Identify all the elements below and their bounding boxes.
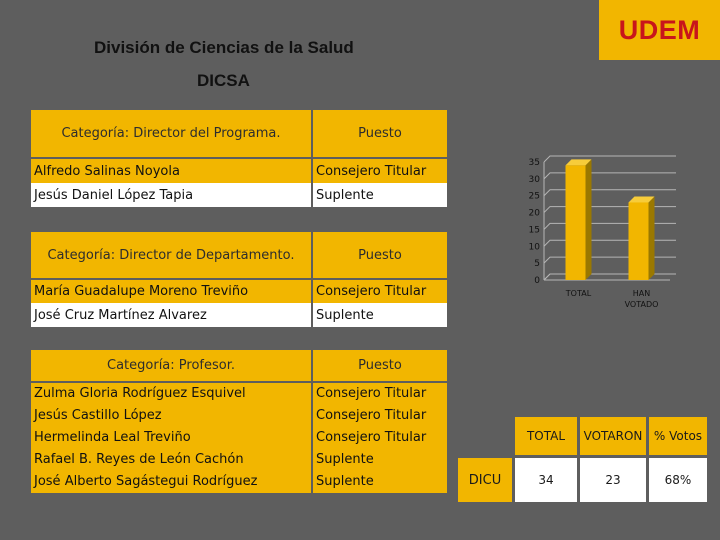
table-row [313,303,447,327]
chart-y-tick-label: 5 [534,259,540,270]
member-name: José Alberto Sagástegui Rodríguez [34,474,258,489]
chart-x-tick-label: VOTADO [624,300,659,309]
member-name: Rafael B. Reyes de León Cachón [34,452,244,467]
member-name: Alfredo Salinas Noyola [34,163,180,179]
member-role: Suplente [316,307,374,323]
chart-gridline [544,190,676,196]
member-name: Zulma Gloria Rodríguez Esquivel [34,386,246,401]
chart-gridline [544,223,676,229]
chart-bar [566,165,586,280]
chart-y-tick-label: 25 [528,191,540,202]
votes-bar-chart [520,150,720,320]
chart-gridline [544,257,676,263]
category-header-director-programa: Categoría: Director del Programa. [31,110,311,157]
chart-y-ticks [529,158,541,286]
puesto-header: Puesto [313,110,447,157]
member-role: Suplente [316,474,374,489]
chart-bars [566,159,655,280]
table-row [31,159,311,183]
chart-y-tick-label: 30 [528,174,540,185]
page-title: División de Ciencias de la Salud [94,38,354,57]
puesto-header: Puesto [313,350,447,381]
category-header-director-departamento: Categoría: Director de Departamento. [31,232,311,278]
chart-gridline [544,240,676,246]
chart-bar-side [649,196,655,280]
member-name: José Cruz Martínez Alvarez [34,307,207,323]
professor-names-list [31,383,311,493]
puesto-header: Puesto [313,232,447,278]
member-name: Jesús Castillo López [34,408,162,423]
chart-x-tick-label: TOTAL [565,289,592,298]
stats-row-label: DICU [458,458,512,502]
member-role: Consejero Titular [316,430,427,445]
member-role: Suplente [316,187,374,203]
member-role: Consejero Titular [316,284,427,299]
table-row [31,183,311,207]
member-role: Suplente [316,452,374,467]
chart-gridline [544,274,676,280]
table-row [31,280,311,303]
table-row [313,280,447,303]
chart-y-tick-label: 10 [528,242,540,253]
chart-y-tick-label: 35 [528,158,540,168]
chart-gridline [544,173,676,179]
chart-gridline [544,156,676,162]
member-name: María Guadalupe Moreno Treviño [34,284,249,299]
member-name: Hermelinda Leal Treviño [34,430,191,445]
chart-bar-side [586,159,592,280]
chart-bar [629,202,649,280]
chart-y-tick-label: 20 [528,208,540,219]
category-header-profesor: Categoría: Profesor. [31,350,311,381]
chart-x-labels [565,289,659,309]
chart-y-tick-label: 15 [528,225,540,236]
page-subtitle: DICSA [197,71,250,90]
stats-value-total: 34 [515,458,577,502]
stats-header-votaron: VOTARON [580,417,646,455]
professor-roles-list [313,383,447,493]
member-role: Consejero Titular [316,408,427,423]
table-row [313,159,447,183]
chart-y-tick-label: 0 [534,276,540,286]
member-role: Consejero Titular [316,163,427,179]
stats-header-total: TOTAL [515,417,577,455]
stats-header-percent: % Votos [649,417,707,455]
stats-value-percent: 68% [649,458,707,502]
table-row [31,303,311,327]
stats-value-votaron: 23 [580,458,646,502]
udem-logo: UDEM [599,0,720,60]
member-name: Jesús Daniel López Tapia [34,187,194,203]
member-role: Consejero Titular [316,386,427,401]
chart-x-tick-label: HAN [632,289,651,298]
chart-gridline [544,207,676,213]
chart-grid [544,156,676,280]
table-row [313,183,447,207]
